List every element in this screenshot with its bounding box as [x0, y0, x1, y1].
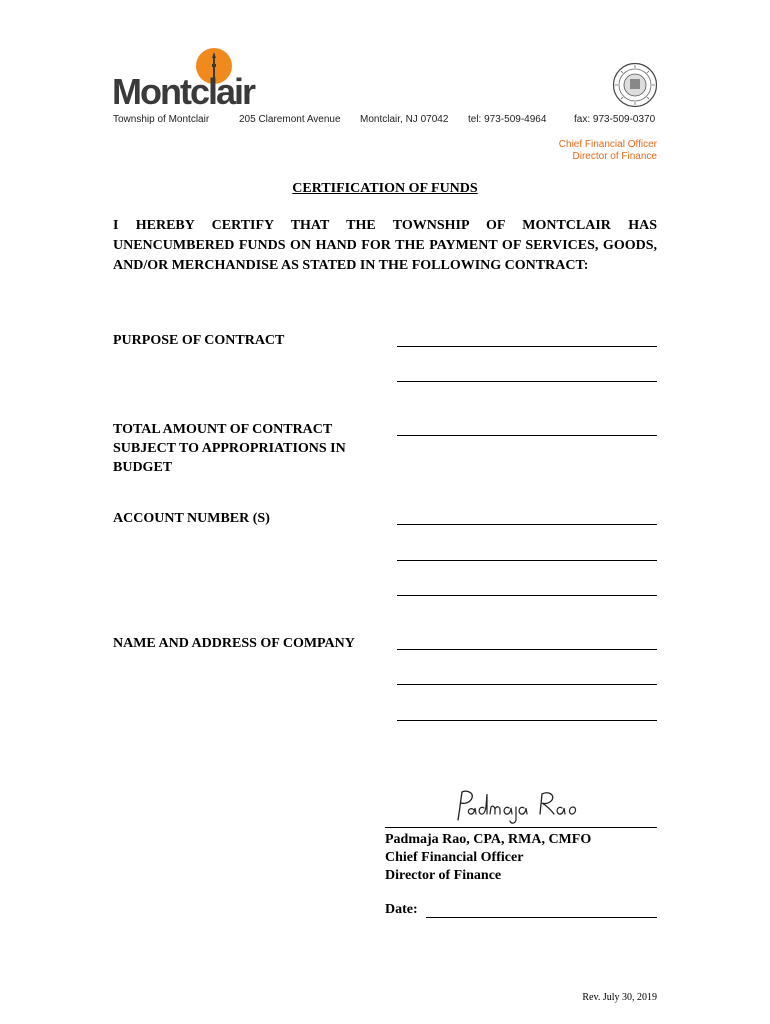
account-number-line-3[interactable] — [397, 595, 657, 596]
total-amount-line[interactable] — [397, 435, 657, 436]
logo-wordmark: Montclair — [112, 71, 255, 112]
montclair-logo — [112, 46, 262, 114]
purpose-line-1[interactable] — [397, 346, 657, 347]
date-line[interactable] — [426, 917, 657, 918]
signer-title-cfo: Chief Financial Officer — [385, 850, 524, 865]
signer-block — [385, 831, 591, 885]
revision-date: Rev. July 30, 2019 — [582, 992, 657, 1003]
header-tel: tel: 973-509-4964 — [468, 114, 547, 125]
header-city: Montclair, NJ 07042 — [360, 114, 449, 125]
signer-name: Padmaja Rao, CPA, RMA, CMFO — [385, 832, 592, 847]
office-title-director: Director of Finance — [572, 151, 657, 162]
signer-title-director: Director of Finance — [385, 868, 502, 883]
total-amount-label: TOTAL AMOUNT OF CONTRACT SUBJECT TO APPROPRIATIONS IN BUDGET — [113, 422, 346, 475]
header-street: 205 Claremont Avenue — [239, 114, 341, 125]
township-seal-icon — [612, 62, 658, 108]
company-line-2[interactable] — [397, 684, 657, 685]
certification-statement: I HEREBY CERTIFY THAT THE TOWNSHIP OF MONTCLAIR HAS UNENCUMBERED FUNDS ON HAND FOR THE PAYMENT OF SERVICES, GOODS, AND/OR MERCHANDISE AS STATED IN THE FOLLOWING CONTRACT: — [113, 218, 657, 273]
account-number-line-1[interactable] — [397, 524, 657, 525]
header-fax: fax: 973-509-0370 — [574, 114, 656, 125]
purpose-label: PURPOSE OF CONTRACT — [113, 333, 285, 348]
company-line-3[interactable] — [397, 720, 657, 721]
document-title: CERTIFICATION OF FUNDS — [292, 181, 478, 196]
header-township: Township of Montclair — [113, 114, 210, 125]
office-title-cfo: Chief Financial Officer — [558, 139, 657, 150]
company-line-1[interactable] — [397, 649, 657, 650]
signature-line — [385, 827, 657, 828]
company-label: NAME AND ADDRESS OF COMPANY — [113, 636, 355, 651]
handwritten-signature — [452, 786, 582, 826]
account-number-label: ACCOUNT NUMBER (S) — [113, 511, 270, 526]
date-label: Date: — [385, 902, 418, 917]
purpose-line-2[interactable] — [397, 381, 657, 382]
account-number-line-2[interactable] — [397, 560, 657, 561]
